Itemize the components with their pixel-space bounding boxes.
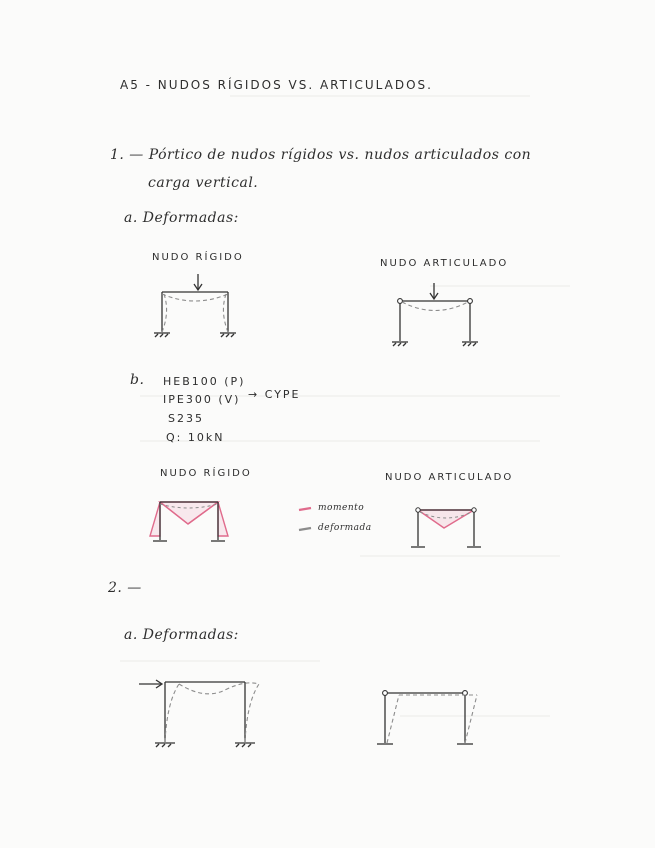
pinned-frame-deformed-diagram [388, 275, 488, 355]
spec-load: Q: 10kN [166, 431, 225, 444]
legend-moment-label: momento [318, 503, 365, 513]
section-2-heading: 2. — [108, 580, 142, 596]
rigid-frame-deformed-diagram [148, 270, 248, 350]
legend-deformed-swatch [298, 526, 312, 532]
section-1-heading-continued: carga vertical. [148, 175, 259, 191]
rigid-joint-caption-b: NUDO RÍGIDO [160, 468, 252, 479]
page-title: A5 - NUDOS RÍGIDOS VS. ARTICULADOS. [120, 78, 433, 92]
bleed-through-line [230, 95, 530, 97]
rigid-frame-lateral-deformed-diagram [135, 672, 275, 762]
legend-deformed-label: deformada [318, 523, 372, 533]
pinned-frame-lateral-deformed-diagram [375, 685, 485, 755]
section-2-part-a-label: a. Deformadas: [124, 627, 239, 643]
section-1-heading: 1. — Pórtico de nudos rígidos vs. nudos articulados con [110, 147, 532, 163]
pinned-joint-caption-b: NUDO ARTICULADO [385, 472, 514, 483]
rigid-joint-caption: NUDO RÍGIDO [152, 252, 244, 263]
spec-column-profile: HEB100 (P) [163, 375, 246, 388]
pinned-frame-moment-diagram [408, 498, 498, 558]
rigid-frame-moment-diagram [148, 490, 238, 552]
legend-moment-swatch [298, 506, 312, 512]
part-b-label: b. [130, 372, 145, 388]
part-a-label: a. Deformadas: [124, 210, 239, 226]
bleed-through-line [120, 660, 320, 662]
pinned-joint-caption: NUDO ARTICULADO [380, 258, 509, 269]
cype-note: → CYPE [248, 388, 301, 401]
spec-beam-profile: IPE300 (V) [163, 393, 241, 406]
spec-steel-grade: S235 [168, 412, 204, 425]
